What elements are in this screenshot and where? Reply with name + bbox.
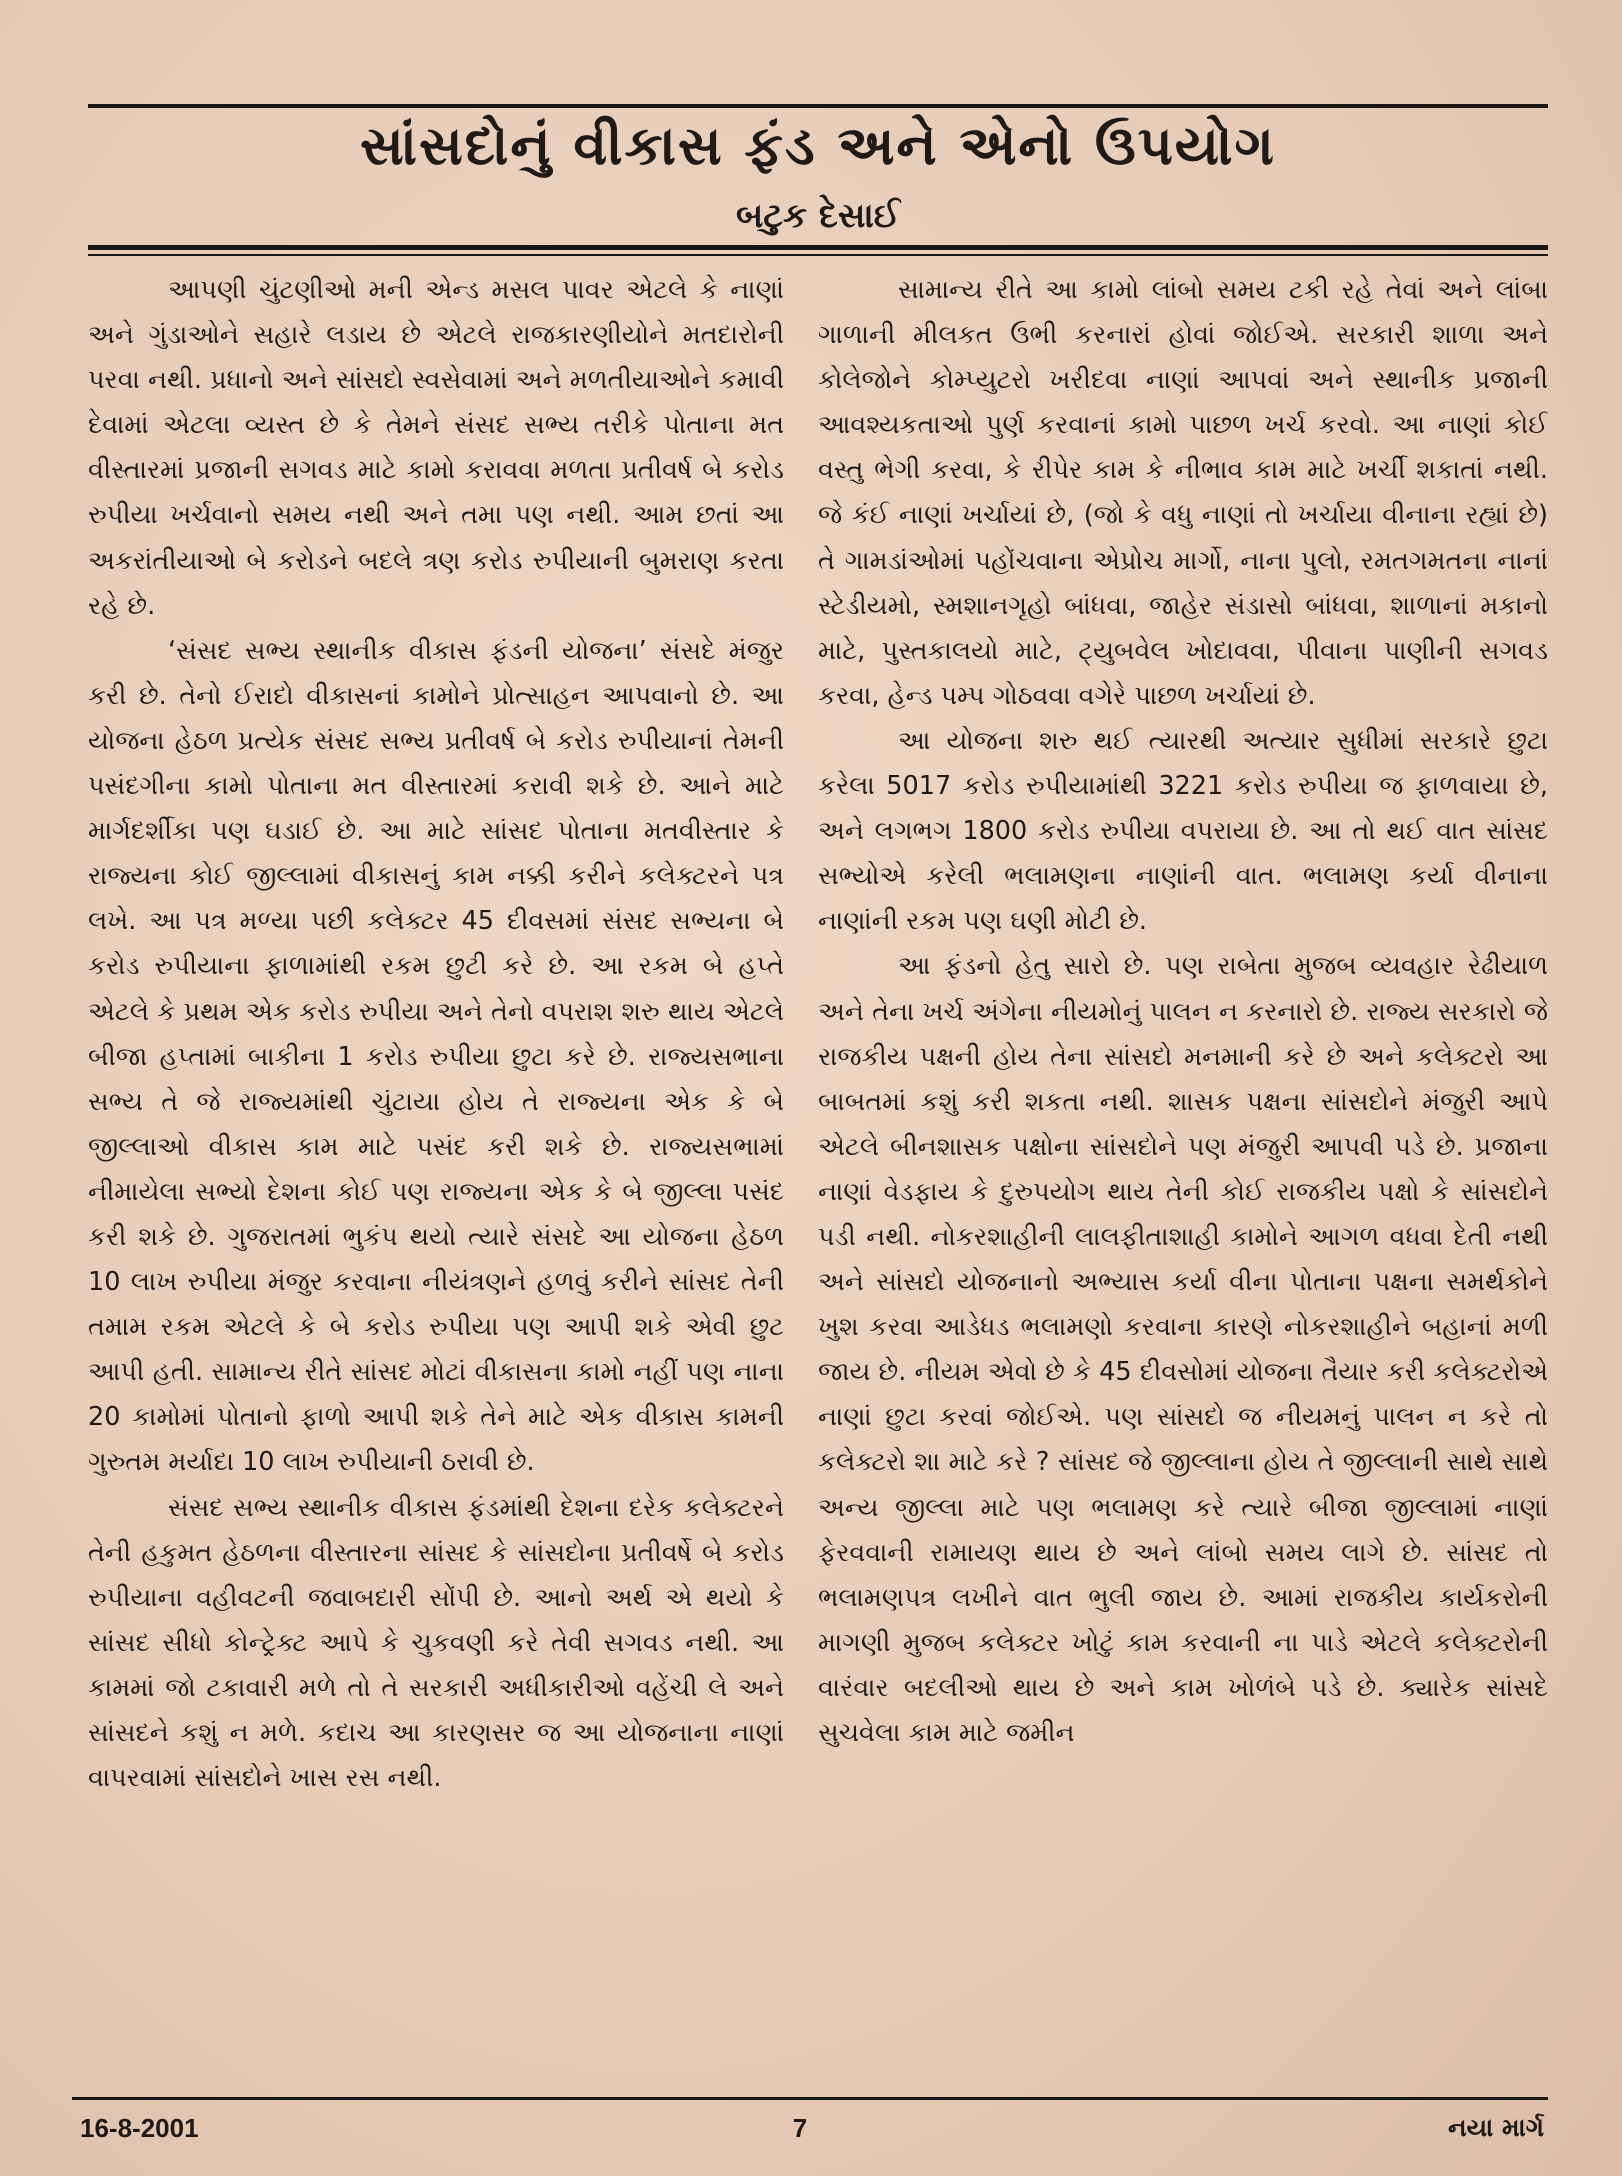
header-rule-thick: [88, 245, 1548, 250]
article-title: સાંસદોનું વીકાસ ફંડ અને એનો ઉપયોગ: [360, 114, 1276, 177]
paragraph: સંસદ સભ્ય સ્થાનીક વીકાસ ફંડમાંથી દેશના દરેક કલેક્ટરને તેની હકુમત હેઠળના વીસ્તારના સાંસદ કે સાંસદોના પ્રતીવર્ષે બે કરોડ રુપીયાના વહીવટની જવાબદારી સોંપી છે. આનો અર્થ એ થયો કે સાંસદ સીધો કોન્ટ્રેક્ટ આપે કે ચુકવણી કરે તેવી સગવડ નથી. આ કામમાં જો ટકાવારી મળે તો તે સરકારી અધીકારીઓ વહેંચી લે અને સાંસદને કશું ન મળે. કદાચ આ કારણસર જ આ યોજનાના નાણાં વાપરવામાં સાંસદોને ખાસ રસ નથી.: [88, 1492, 784, 1794]
paragraph: આ યોજના શરુ થઈ ત્યારથી અત્યાર સુધીમાં સરકારે છુટા કરેલા 5017 કરોડ રુપીયામાંથી 3221 કરોડ રુપીયા જ ફાળવાયા છે, અને લગભગ 1800 કરોડ રુપીયા વપરાયા છે. આ તો થઈ વાત સાંસદ સભ્યોએ કરેલી ભલામણના નાણાંની વાત. ભલામણ કર્યા વીનાના નાણાંની રકમ પણ ઘણી મોટી છે.: [818, 725, 1548, 937]
paragraph: આપણી ચુંટણીઓ મની એન્ડ મસલ પાવર એટલે કે નાણાં અને ગુંડાઓને સહારે લડાય છે એટલે રાજકારણીયોને મતદારોની પરવા નથી. પ્રધાનો અને સાંસદો સ્વસેવામાં અને મળતીયાઓને કમાવી દેવામાં એટલા વ્યસ્ત છે કે તેમને સંસદ સભ્ય તરીકે પોતાના મત વીસ્તારમાં પ્રજાની સગવડ માટે કામો કરાવવા મળતા પ્રતીવર્ષ બે કરોડ રુપીયા ખર્ચવાનો સમય નથી અને તમા પણ નથી. આમ છતાં આ અકરાંતીયાઓ બે કરોડને બદલે ત્રણ કરોડ રુપીયાની બુમરાણ કરતા રહે છે.: [88, 275, 784, 621]
paragraph: ‘સંસદ સભ્ય સ્થાનીક વીકાસ ફંડની યોજના’ સંસદે મંજુર કરી છે. તેનો ઈરાદો વીકાસનાં કામોને પ્રોત્સાહન આપવાનો છે. આ યોજના હેઠળ પ્રત્યેક સંસદ સભ્ય પ્રતીવર્ષ બે કરોડ રુપીયાનાં તેમની પસંદગીના કામો પોતાના મત વીસ્તારમાં કરાવી શકે છે. આને માટે માર્ગદર્શીકા પણ ઘડાઈ છે. આ માટે સાંસદ પોતાના મતવીસ્તાર કે રાજ્યના કોઈ જીલ્લામાં વીકાસનું કામ નક્કી કરીને કલેક્ટરને પત્ર લખે. આ પત્ર મળ્યા પછી કલેક્ટર 45 દીવસમાં સંસદ સભ્યના બે કરોડ રુપીયાના ફાળામાંથી રકમ છુટી કરે છે. આ રકમ બે હપ્તે એટલે કે પ્રથમ એક કરોડ રુપીયા અને તેનો વપરાશ શરુ થાય એટલે બીજા હપ્તામાં બાકીના 1 કરોડ રુપીયા છુટા કરે છે. રાજ્યસભાના સભ્ય તે જે રાજ્યમાંથી ચુંટાયા હોય તે રાજ્યના એક કે બે જીલ્લાઓ વીકાસ કામ માટે પસંદ કરી શકે છે. રાજ્યસભામાં નીમાયેલા સભ્યો દેશના કોઈ પણ રાજ્યના એક કે બે જીલ્લા પસંદ કરી શકે છે. ગુજરાતમાં ભુકંપ થયો ત્યારે સંસદે આ યોજના હેઠળ 10 લાખ રુપીયા મંજુર કરવાના નીયંત્રણને હળવું કરીને સાંસદ તેની તમામ રકમ એટલે કે બે કરોડ રુપીયા પણ આપી શકે એવી છુટ આપી હતી. સામાન્ય રીતે સાંસદ મોટાં વીકાસના કામો નહીં પણ નાના 20 કામોમાં પોતાનો ફાળો આપી શકે તેને માટે એક વીકાસ કામની ગુરુતમ મર્યાદા 10 લાખ રુપીયાની ઠરાવી છે.: [88, 635, 784, 1478]
issue-date: 16-8-2001: [80, 2113, 199, 2143]
page-number: 7: [792, 2113, 808, 2143]
article-author: બટુક દેસાઈ: [735, 196, 901, 236]
right-column: [818, 268, 1548, 2078]
paragraph: સામાન્ય રીતે આ કામો લાંબો સમય ટકી રહે તેવાં અને લાંબા ગાળાની મીલકત ઉભી કરનારાં હોવાં જોઈએ. સરકારી શાળા અને કોલેજોને કોમ્પ્યુટરો ખરીદવા નાણાં આપવાં અને સ્થાનીક પ્રજાની આવશ્યકતાઓ પુર્ણ કરવાનાં કામો પાછળ ખર્ચ કરવો. આ નાણાં કોઈ વસ્તુ ભેગી કરવા, કે રીપેર કામ કે નીભાવ કામ માટે ખર્ચી શકાતાં નથી. જે કંઈ નાણાં ખર્ચાયાં છે, (જો કે વધુ નાણાં તો ખર્ચાયા વીનાના રહ્યાં છે) તે ગામડાંઓમાં પહોંચવાના એપ્રોચ માર્ગો, નાના પુલો, રમતગમતના નાનાં સ્ટેડીયમો, સ્મશાનગૃહો બાંધવા, જાહેર સંડાસો બાંધવા, શાળાનાં મકાનો માટે, પુસ્તકાલયો માટે, ટ્યુબવેલ ખોદાવવા, પીવાના પાણીની સગવડ કરવા, હેન્ડ પમ્પ ગોઠવવા વગેરે પાછળ ખર્ચાયાં છે.: [818, 275, 1548, 711]
header-rule-thin: [88, 254, 1548, 256]
left-column: [88, 268, 784, 2078]
paragraph: આ ફંડનો હેતુ સારો છે. પણ રાબેતા મુજબ વ્યવહાર રેઢીયાળ અને તેના ખર્ચ અંગેના નીયમોનું પાલન ન કરનારો છે. રાજ્ય સરકારો જે રાજકીય પક્ષની હોય તેના સાંસદો મનમાની કરે છે અને કલેક્ટરો આ બાબતમાં કશું કરી શકતા નથી. શાસક પક્ષના સાંસદોને મંજુરી આપે એટલે બીનશાસક પક્ષોના સાંસદોને પણ મંજુરી આપવી પડે છે. પ્રજાના નાણાં વેડફાય કે દુરુપયોગ થાય તેની કોઈ રાજકીય પક્ષો કે સાંસદોને પડી નથી. નોકરશાહીની લાલફીતાશાહી કામોને આગળ વધવા દેતી નથી અને સાંસદો યોજનાનો અભ્યાસ કર્યા વીના પોતાના પક્ષના સમર્થકોને ખુશ કરવા આડેધડ ભલામણો કરવાના કારણે નોકરશાહીને બહાનાં મળી જાય છે. નીયમ એવો છે કે 45 દીવસોમાં યોજના તૈયાર કરી કલેક્ટરોએ નાણાં છુટા કરવાં જોઈએ. પણ સાંસદો જ નીયમનું પાલન ન કરે તો કલેક્ટરો શા માટે કરે ? સાંસદ જે જીલ્લાના હોય તે જીલ્લાની સાથે સાથે અન્ય જીલ્લા માટે પણ ભલામણ કરે ત્યારે બીજા જીલ્લામાં નાણાં ફેરવવાની રામાયણ થાય છે અને લાંબો સમય લાગે છે. સાંસદ તો ભલામણપત્ર લખીને વાત ભુલી જાય છે. આમાં રાજકીય કાર્યકરોની માગણી મુજબ કલેક્ટર ખોટું કામ કરવાની ના પાડે એટલે કલેક્ટરોની વારંવાર બદલીઓ થાય છે અને કામ ખોળંબે પડે છે. ક્યારેક સાંસદે સુચવેલા કામ માટે જમીન: [818, 951, 1548, 1748]
publication-name: નયા માર્ગ: [1448, 2113, 1544, 2142]
header-rule-top: [88, 104, 1548, 108]
footer-rule: [72, 2097, 1548, 2100]
